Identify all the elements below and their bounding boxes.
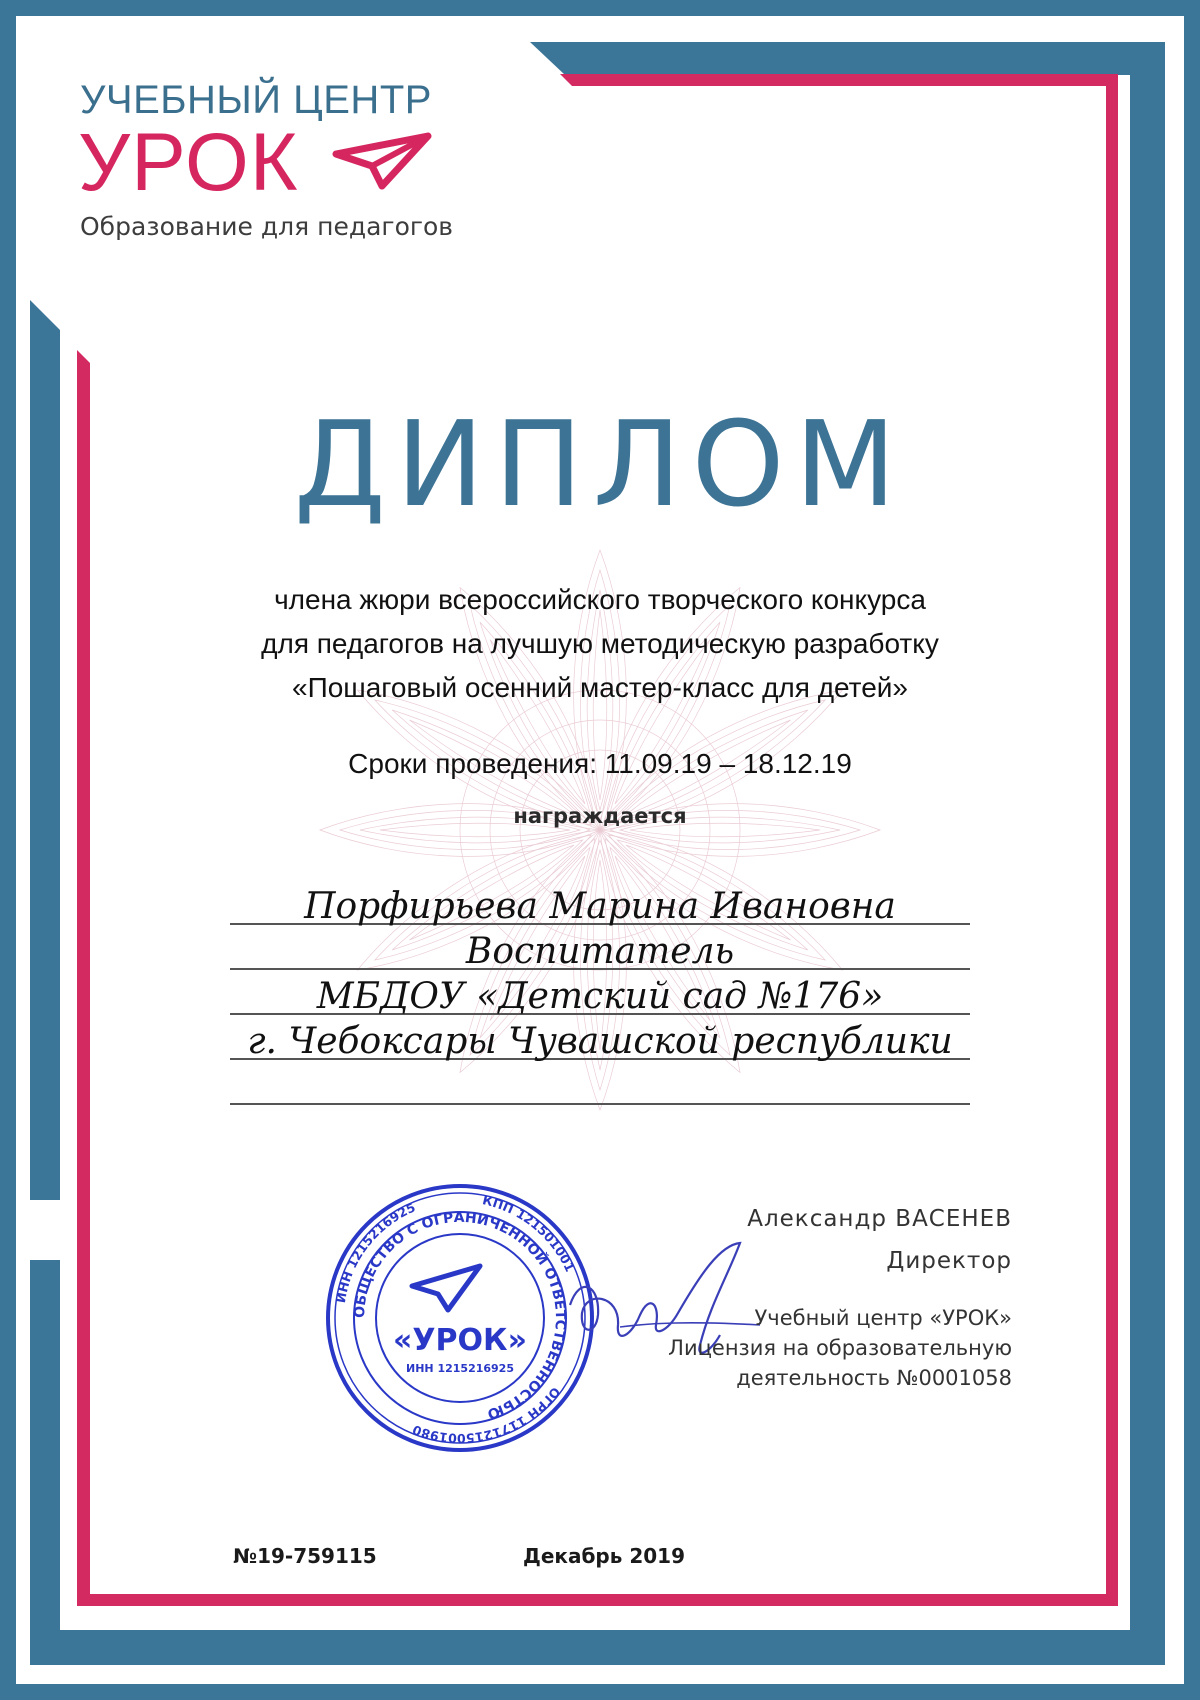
stamp-center-inn: ИНН 1215216925: [406, 1362, 514, 1375]
recipient-name: Порфирьева Марина Ивановна: [304, 886, 896, 927]
logo-tagline: Образование для педагогов: [80, 212, 454, 241]
description-line: для педагогов на лучшую методическую разработку: [261, 628, 939, 659]
signatory-organization: [668, 1303, 1012, 1393]
logo-brand: УРОК: [78, 117, 299, 208]
org-line: Лицензия на образовательную: [668, 1336, 1012, 1360]
stamp-center-name: «УРОК»: [393, 1323, 527, 1358]
diploma-date: Декабрь 2019: [523, 1544, 686, 1568]
stamp-plane-icon: [412, 1266, 480, 1310]
org-line: Учебный центр «УРОК»: [754, 1306, 1012, 1330]
logo-line1: УЧЕБНЫЙ ЦЕНТР: [80, 78, 432, 122]
stamp-org-type: ОБЩЕСТВО С ОГРАНИЧЕННОЙ ОТВЕТСТВЕННОСТЬЮ: [351, 1209, 569, 1422]
awarded-label: награждается: [513, 804, 687, 828]
logo: [80, 78, 480, 248]
org-line: деятельность №0001058: [736, 1366, 1012, 1390]
stamp-kpp: КПП 121501001: [481, 1192, 578, 1275]
event-dates: Сроки проведения: 11.09.19 – 18.12.19: [348, 748, 852, 779]
official-stamp: [320, 1178, 600, 1458]
recipient-block: [230, 880, 970, 1105]
recipient-line: [230, 970, 970, 1015]
recipient-position: Воспитатель: [465, 931, 735, 972]
diploma-number: №19-759115: [233, 1544, 377, 1568]
recipient-line: [230, 1060, 970, 1105]
signatory-name: Александр ВАСЕНЕВ: [747, 1206, 1012, 1232]
recipient-organization: МБДОУ «Детский сад №176»: [316, 976, 884, 1017]
stamp-inn-outer: ИНН 1215216925: [332, 1199, 418, 1304]
signatory-position: Директор: [886, 1248, 1012, 1274]
svg-text:ОГРН 1171215001980: [410, 1384, 563, 1446]
paper-plane-icon: [332, 132, 432, 192]
diploma-title: ДИПЛОМ: [293, 395, 907, 533]
stamp-ogrn: ОГРН 1171215001980: [410, 1384, 564, 1447]
signatory-block: [668, 1197, 1012, 1393]
diploma-description: [150, 578, 1050, 710]
recipient-location: г. Чебоксары Чувашской республики: [247, 1021, 953, 1062]
svg-text:ОБЩЕСТВО С ОГРАНИЧЕННОЙ ОТВЕТС: [352, 1210, 568, 1422]
recipient-line: [230, 925, 970, 970]
recipient-line: [230, 1015, 970, 1060]
description-line: члена жюри всероссийского творческого конкурса: [274, 584, 926, 615]
recipient-line: [230, 880, 970, 925]
description-line: «Пошаговый осенний мастер-класс для детей»: [292, 672, 908, 703]
